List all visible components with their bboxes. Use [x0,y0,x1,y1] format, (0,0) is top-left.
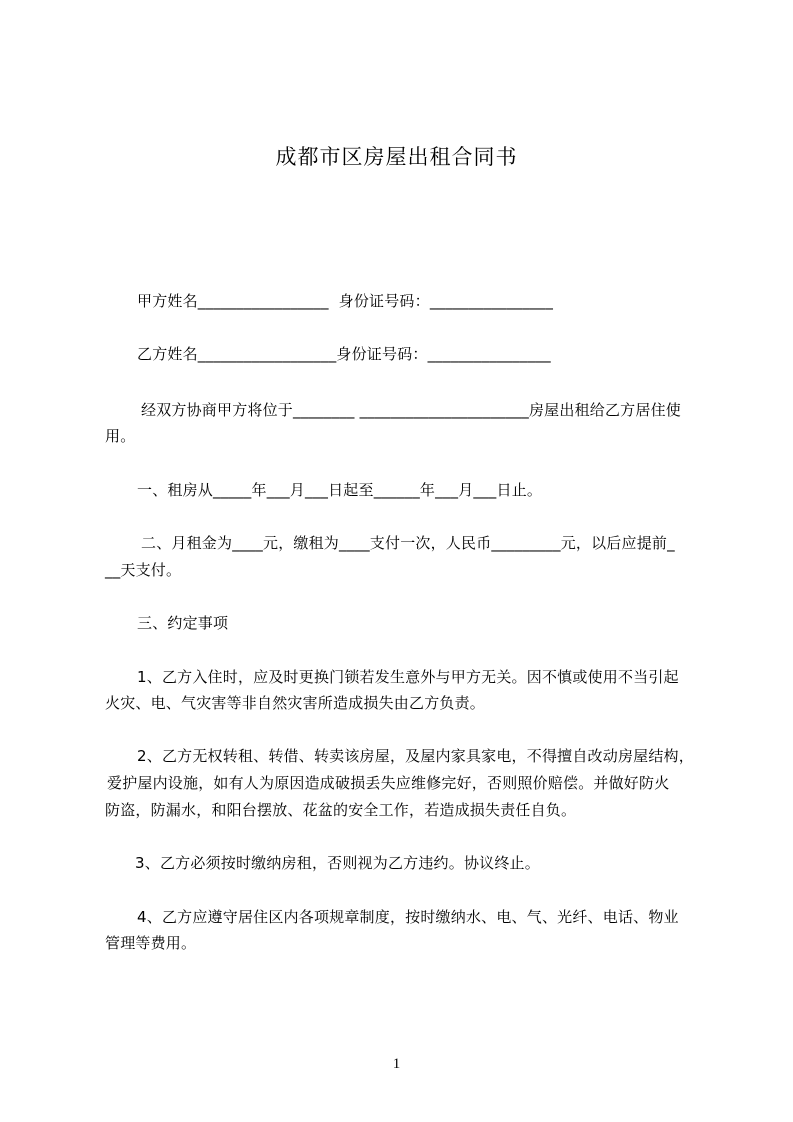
clause-2-line-1: 二、月租金为____元，缴租为____支付一次，人民币_________元，以后应提前_ [141,534,675,552]
item-2-line-3: 防盗，防漏水，和阳台摆放、花盆的安全工作，若造成损失责任自负。 [105,801,577,819]
item-3-line-1: 3、乙方必须按时缴纳房租，否则视为乙方违约。协议终止。 [135,854,540,872]
item-1-line-1: 1、乙方入住时，应及时更换门锁若发生意外与甲方无关。因不慎或使用不当引起 [137,668,679,686]
document-title: 成都市区房屋出租合同书 [275,145,518,169]
clause-2-line-2: __天支付。 [105,561,182,579]
page-number: 1 [392,1056,401,1072]
intro-line-1: 经双方协商甲方将位于________ ______________________房屋出租给乙方居住使 [141,401,681,419]
item-2-line-2: 爱护屋内设施，如有人为原因造成破损丢失应维修完好，否则照价赔偿。并做好防火 [107,774,670,792]
intro-line-2: 用。 [105,427,136,445]
party-b-line: 乙方姓名__________________身份证号码：________________ [137,345,551,363]
clause-3-heading: 三、约定事项 [137,614,229,632]
party-a-line: 甲方姓名_________________ 身份证号码：________________ [137,292,554,310]
item-4-line-1: 4、乙方应遵守居住区内各项规章制度，按时缴纳水、电、气、光纤、电话、物业 [137,908,679,926]
item-4-line-2: 管理等费用。 [105,934,197,952]
clause-1: 一、租房从_____年___月___日起至______年___月___日止。 [137,481,543,499]
item-1-line-2: 火灾、电、气灾害等非自然灾害所造成损失由乙方负责。 [105,694,486,712]
item-2-line-1: 2、乙方无权转租、转借、转卖该房屋，及屋内家具家电，不得擅自改动房屋结构， [137,747,694,765]
